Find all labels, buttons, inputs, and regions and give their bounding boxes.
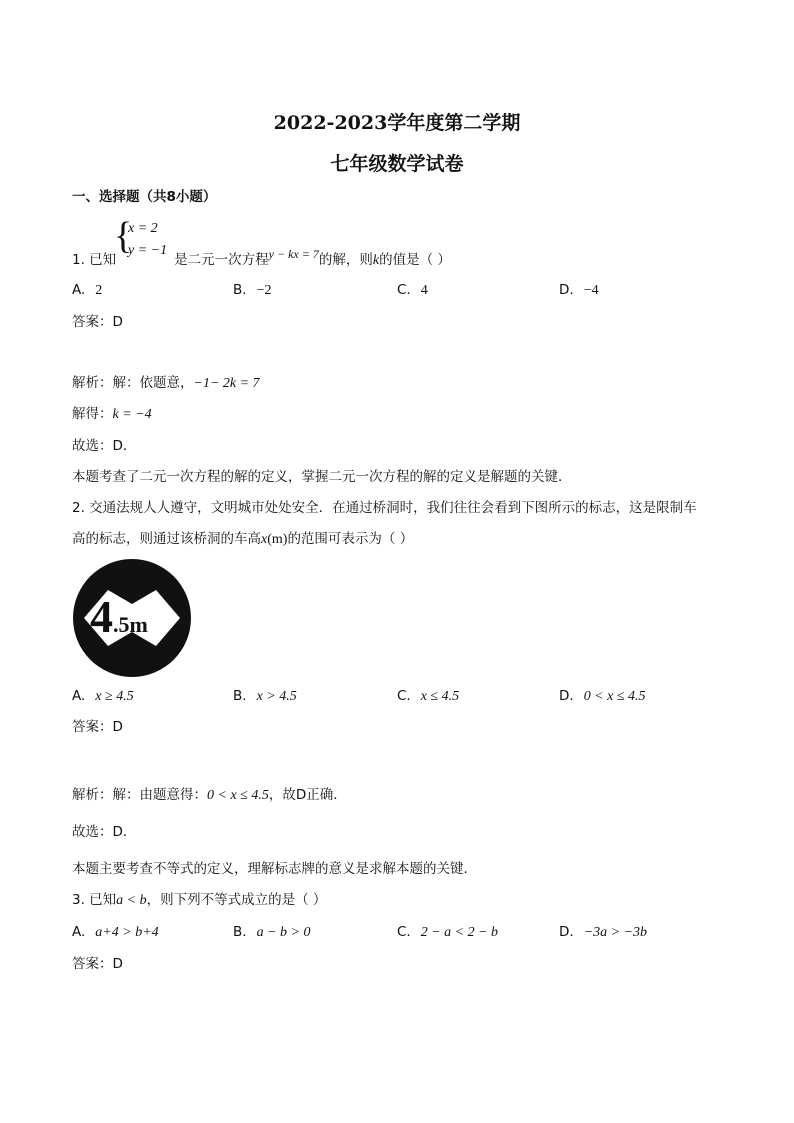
q1-comment: 本题考查了二元一次方程的解的定义，掌握二元一次方程的解的定义是解题的关键． [72, 469, 572, 485]
q1-analysis: 解析：解：依题意，−1− 2k = 7 [72, 375, 260, 391]
doc-title-subject: 七年级数学试卷 [330, 153, 464, 175]
q3-answer: 答案：D [72, 956, 123, 972]
q1-option-a: A. 2 [72, 282, 103, 298]
q1-choose: 故选：D． [72, 438, 137, 454]
sign-label: 4.5m [90, 591, 148, 642]
system-eq-bottom: y = −1 [128, 243, 168, 258]
q2-option-d: D. 0 < x ≤ 4.5 [559, 688, 646, 704]
q2-choose: 故选：D． [72, 824, 137, 840]
q2-comment: 本题主要考查不等式的定义，理解标志牌的意义是求解本题的关键． [72, 861, 477, 877]
q2-option-b: B. x > 4.5 [233, 688, 297, 704]
q3-option-b: B. a − b > 0 [233, 924, 311, 940]
q1-var: k [372, 253, 380, 268]
q1-prefix: 1. 已知 [72, 252, 117, 268]
q2-option-a: A. x ≥ 4.5 [72, 688, 134, 704]
q1-suffix: 的值是（ ） [379, 252, 451, 268]
q1-answer: 答案：D [72, 314, 123, 330]
q3-option-a: A. a+4 > b+4 [72, 924, 159, 940]
q3-stem: 3. 已知a < b，则下列不等式成立的是（ ） [72, 892, 327, 908]
system-eq-top: x = 2 [128, 221, 158, 236]
q2-option-c: C. x ≤ 4.5 [397, 688, 460, 704]
q1-option-d: D. −4 [559, 282, 599, 298]
q2-stem-line2: 高的标志，则通过该桥洞的车高x(m)的范围可表示为（ ） [72, 531, 414, 547]
q3-option-c: C. 2 − a < 2 − b [397, 924, 499, 940]
q1-equation: y − kx = 7 [268, 247, 319, 261]
section-title: 一、选择题（共8小题） [72, 189, 217, 205]
q1-option-c: C. 4 [397, 282, 428, 298]
q2-analysis: 解析：解：由题意得：0 < x ≤ 4.5，故D正确． [72, 787, 347, 803]
q1-mid: 是二元一次方程 [174, 252, 269, 268]
doc-title-term: 2022-2023学年度第二学期 [273, 112, 521, 134]
system-brace: { [114, 215, 133, 257]
q2-answer: 答案：D [72, 719, 123, 735]
q1-option-b: B. −2 [233, 282, 272, 298]
height-limit-sign [72, 558, 192, 678]
q2-stem-line1: 2. 交通法规人人遵守，文明城市处处安全．在通过桥洞时，我们往往会看到下图所示的标志，这是限制车 [72, 500, 697, 516]
q3-option-d: D. −3a > −3b [559, 924, 648, 940]
q1-solve: 解得：k = −4 [72, 406, 152, 422]
q1-after: 的解，则 [318, 252, 373, 268]
